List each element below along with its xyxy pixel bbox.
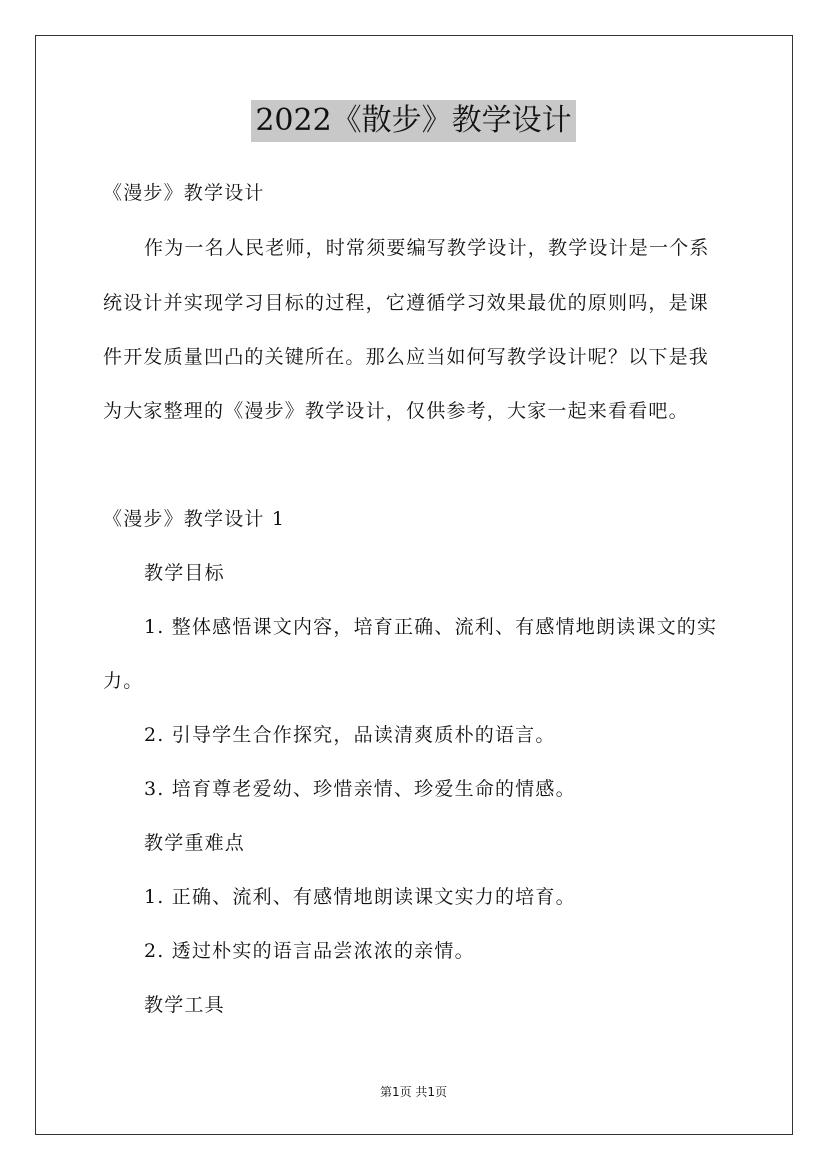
goals-heading: 教学目标 — [144, 562, 225, 584]
goal-line-3: 2. 引导学生合作探究，品读清爽质朴的语言。 — [144, 724, 556, 746]
document-title: 2022《散步》教学设计 — [251, 100, 575, 142]
key-point-line-2: 2. 透过朴实的语言品尝浓浓的亲情。 — [144, 940, 475, 962]
page-footer: 第1页 共1页 — [379, 1085, 448, 1099]
goal-line-1: 1. 整体感悟课文内容，培育正确、流利、有感情地朗读课文的实 — [144, 616, 718, 638]
tools-heading: 教学工具 — [144, 994, 225, 1016]
key-points-heading: 教学重难点 — [144, 832, 246, 854]
intro-line-1: 作为一名人民老师，时常须要编写教学设计，教学设计是一个系 — [144, 237, 710, 259]
key-point-line-1: 1. 正确、流利、有感情地朗读课文实力的培育。 — [144, 886, 576, 908]
goal-line-2: 力。 — [103, 670, 144, 692]
intro-line-3: 件开发质量凹凸的关键所在。那么应当如何写教学设计呢？以下是我 — [103, 346, 710, 368]
title-wrap — [0, 100, 827, 142]
section-heading: 《漫步》教学设计 1 — [103, 508, 286, 530]
intro-line-2: 统设计并实现学习目标的过程，它遵循学习效果最优的原则吗，是课 — [103, 292, 710, 314]
subtitle: 《漫步》教学设计 — [103, 182, 265, 204]
goal-line-4: 3. 培育尊老爱幼、珍惜亲情、珍爱生命的情感。 — [144, 778, 576, 800]
intro-line-4: 为大家整理的《漫步》教学设计，仅供参考，大家一起来看看吧。 — [103, 400, 689, 422]
